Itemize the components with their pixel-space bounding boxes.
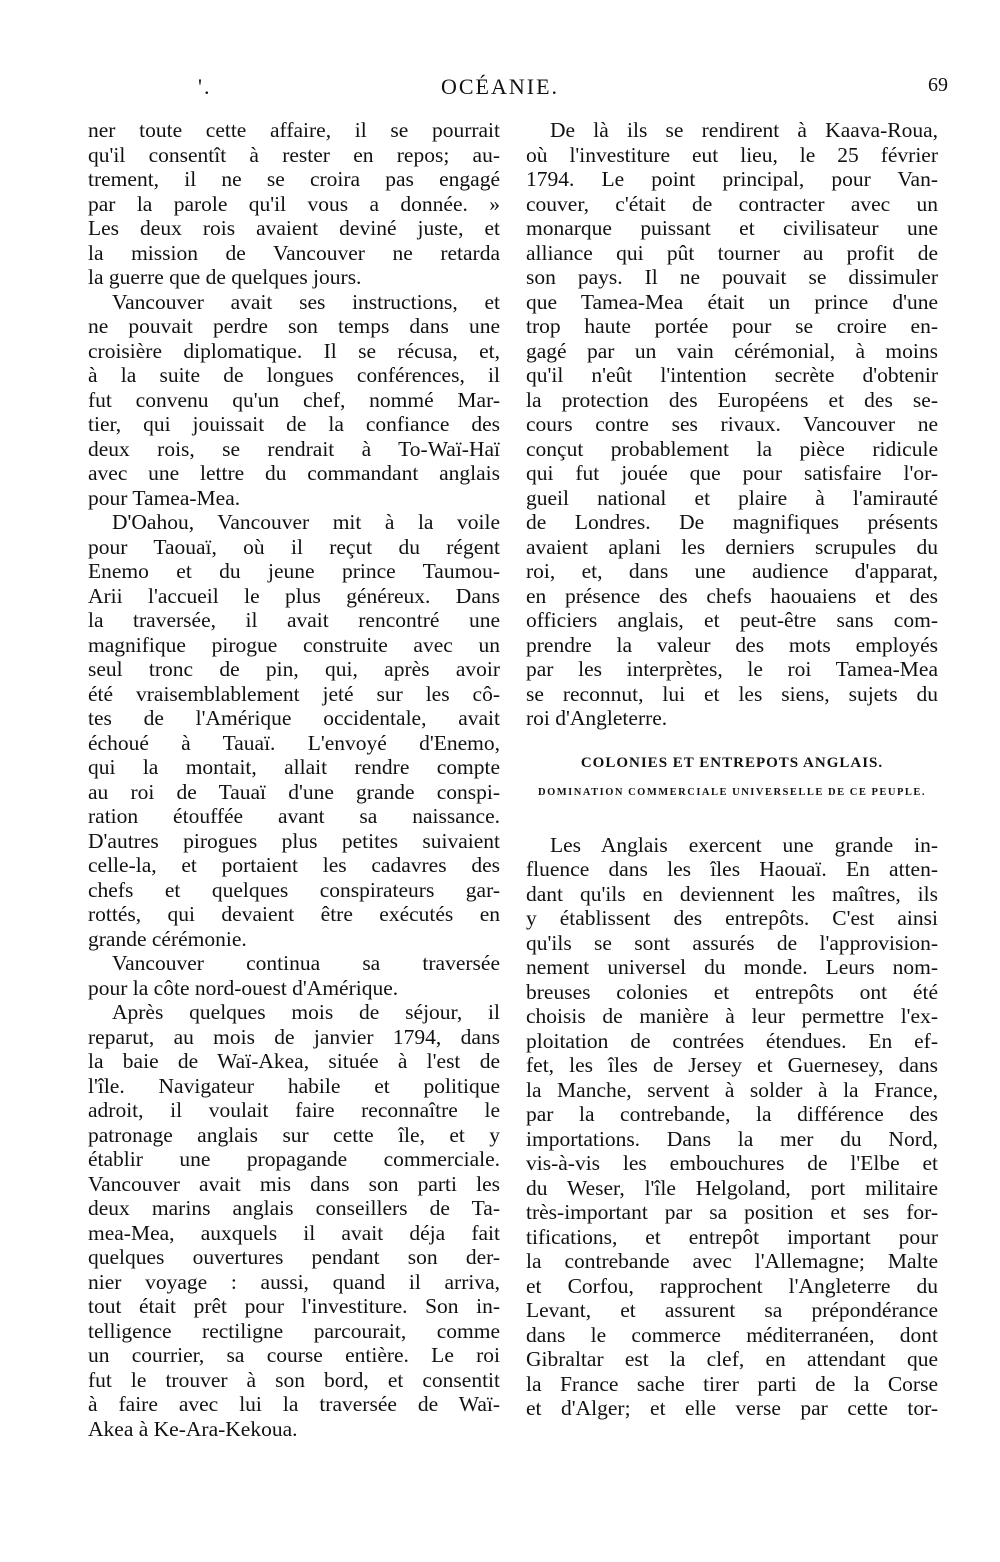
text-line: trement, il ne se croira pas engagé bbox=[88, 167, 500, 191]
text-line: l'île. Navigateur habile et politique bbox=[88, 1073, 500, 1098]
text-line: D'autres pirogues plus petites suivaient bbox=[88, 828, 500, 853]
text-line: la protection des Européens et des se- bbox=[526, 387, 938, 412]
text-line: qu'il n'eût l'intention secrète d'obtenir bbox=[526, 363, 938, 387]
text-line: Les deux rois avaient deviné juste, et bbox=[88, 216, 500, 240]
text-line: avaient aplani les derniers scrupules du bbox=[526, 534, 938, 559]
right-column-before bbox=[526, 118, 938, 731]
text-line: adroit, il voulait faire reconnaître le bbox=[88, 1098, 500, 1122]
text-line: qui fut jouée que pour satisfaire l'or- bbox=[526, 461, 938, 485]
text-line: fut le trouver à son bord, et consentit bbox=[88, 1367, 500, 1392]
text-line: la guerre que de quelques jours. bbox=[88, 265, 362, 289]
text-line: rottés, qui devaient être exécutés en bbox=[88, 902, 500, 926]
text-line: dant qu'ils en deviennent les maîtres, ils bbox=[526, 881, 938, 906]
text-line: tier, qui jouissait de la confiance des bbox=[88, 412, 500, 436]
text-line: mea-Mea, auxquels il avait déja fait bbox=[88, 1220, 500, 1245]
text-line: chefs et quelques conspirateurs gar- bbox=[88, 877, 500, 902]
paragraph bbox=[526, 118, 938, 731]
text-line: par les interprètes, le roi Tamea-Mea bbox=[526, 657, 938, 681]
text-line: fluence dans les îles Haouaï. En atten- bbox=[526, 857, 938, 881]
text-line: pour la côte nord-ouest d'Amérique. bbox=[88, 975, 399, 1000]
text-line: importations. Dans la mer du Nord, bbox=[526, 1126, 938, 1151]
text-line: par la parole qu'il vous a donnée. » bbox=[88, 191, 500, 216]
text-line: seul tronc de pin, qui, après avoir bbox=[88, 657, 500, 681]
text-line: roi, et, dans une audience d'apparat, bbox=[526, 559, 938, 583]
text-line: quelques ouvertures pendant son der- bbox=[88, 1245, 500, 1269]
text-line: que Tamea-Mea était un prince d'une bbox=[526, 289, 938, 314]
text-line: Akea à Ke-Ara-Kekoua. bbox=[88, 1416, 298, 1441]
text-line: un courrier, sa course entière. Le roi bbox=[88, 1343, 500, 1367]
text-line: croisière diplomatique. Il se récusa, et, bbox=[88, 338, 500, 363]
paragraph bbox=[526, 833, 938, 1421]
text-line: avec une lettre du commandant anglais bbox=[88, 461, 500, 485]
text-line: ploitation de contrées étendues. En ef- bbox=[526, 1028, 938, 1053]
text-line: tifications, et entrepôt important pour bbox=[526, 1224, 938, 1249]
text-line: dans le commerce méditerranéen, dont bbox=[526, 1322, 938, 1347]
text-line: été vraisemblablement jeté sur les cô- bbox=[88, 681, 500, 706]
text-line: vis-à-vis les embouchures de l'Elbe et bbox=[526, 1151, 938, 1175]
text-line: la baie de Waï-Akea, située à l'est de bbox=[88, 1049, 500, 1073]
text-line: cours contre ses rivaux. Vancouver ne bbox=[526, 412, 938, 436]
text-line: la contrebande avec l'Allemagne; Malte bbox=[526, 1249, 938, 1273]
text-line: et d'Alger; et elle verse par cette tor- bbox=[526, 1396, 938, 1420]
text-line: roi d'Angleterre. bbox=[526, 706, 668, 730]
text-line: Arii l'accueil le plus généreux. Dans bbox=[88, 583, 500, 608]
text-line: gagé par un vain cérémonial, à moins bbox=[526, 338, 938, 363]
text-line: fut convenu qu'un chef, nommé Mar- bbox=[88, 387, 500, 412]
paragraph bbox=[88, 118, 500, 290]
section-heading: COLONIES ET ENTREPOTS ANGLAIS. bbox=[580, 754, 884, 771]
paragraph bbox=[88, 951, 500, 1000]
text-line: Vancouver avait mis dans son parti les bbox=[88, 1171, 500, 1196]
text-line: ration étouffée avant sa naissance. bbox=[88, 804, 500, 828]
text-line: qu'ils se sont assurés de l'approvision- bbox=[526, 930, 938, 955]
text-line: Après quelques mois de séjour, il bbox=[112, 1000, 500, 1024]
text-line: son pays. Il ne pouvait se dissimuler bbox=[526, 265, 938, 289]
left-column bbox=[88, 118, 500, 1441]
text-line: officiers anglais, et peut-être sans com- bbox=[526, 608, 938, 632]
text-line: prendre la valeur des mots employés bbox=[526, 632, 938, 657]
text-line: 1794. Le point principal, pour Van- bbox=[526, 167, 938, 191]
text-line: échoué à Tauaï. L'envoyé d'Enemo, bbox=[88, 730, 500, 755]
text-line: couver, c'était de contracter avec un bbox=[526, 191, 938, 216]
text-line: trop haute portée pour se croire en- bbox=[526, 314, 938, 338]
text-line: et Corfou, rapprochent l'Angleterre du bbox=[526, 1273, 938, 1298]
text-line: qui la montait, allait rendre compte bbox=[88, 755, 500, 779]
text-line: choisis de manière à leur permettre l'ex- bbox=[526, 1004, 938, 1028]
text-line: Levant, et assurent sa prépondérance bbox=[526, 1298, 938, 1322]
text-line: fet, les îles de Jersey et Guernesey, dans bbox=[526, 1053, 938, 1077]
text-line: Les Anglais exercent une grande in- bbox=[550, 832, 938, 857]
page-number: 69 bbox=[928, 74, 948, 96]
text-line: deux marins anglais conseillers de Ta- bbox=[88, 1196, 500, 1220]
text-line: telligence rectiligne parcourait, comme bbox=[88, 1318, 500, 1343]
text-line: pour Taouaï, où il reçut du régent bbox=[88, 534, 500, 559]
text-line: à faire avec lui la traversée de Waï- bbox=[88, 1392, 500, 1416]
text-line: Vancouver continua sa traversée bbox=[112, 951, 500, 975]
text-line: patronage anglais sur cette île, et y bbox=[88, 1122, 500, 1147]
text-line: la Manche, servent à solder à la France, bbox=[526, 1077, 938, 1102]
text-line: Vancouver avait ses instructions, et bbox=[112, 289, 500, 314]
text-line: pour Tamea-Mea. bbox=[88, 485, 241, 510]
text-line: en présence des chefs haouaiens et des bbox=[526, 583, 938, 608]
text-line: ne pouvait perdre son temps dans une bbox=[88, 314, 500, 338]
text-line: grande cérémonie. bbox=[88, 926, 247, 951]
text-line: la France sache tirer parti de la Corse bbox=[526, 1371, 938, 1396]
text-line: alliance qui pût tourner au profit de bbox=[526, 240, 938, 265]
text-line: ner toute cette affaire, il se pourrait bbox=[88, 118, 500, 142]
text-line: y établissent des entrepôts. C'est ainsi bbox=[526, 906, 938, 930]
paragraph bbox=[88, 290, 500, 511]
text-line: établir une propagande commerciale. bbox=[88, 1147, 500, 1171]
text-line: Gibraltar est la clef, en attendant que bbox=[526, 1347, 938, 1371]
text-line: où l'investiture eut lieu, le 25 février bbox=[526, 142, 938, 167]
text-line: Enemo et du jeune prince Taumou- bbox=[88, 559, 500, 583]
text-line: par la contrebande, la différence des bbox=[526, 1102, 938, 1126]
text-line: tout était prêt pour l'investiture. Son in- bbox=[88, 1294, 500, 1318]
text-line: deux rois, se rendrait à To-Waï-Haï bbox=[88, 436, 500, 461]
paragraph bbox=[88, 1000, 500, 1441]
text-line: magnifique pirogue construite avec un bbox=[88, 632, 500, 657]
text-line: du Weser, l'île Helgoland, port militaire bbox=[526, 1175, 938, 1200]
text-line: gueil national et plaire à l'amirauté bbox=[526, 485, 938, 510]
text-line: très-important par sa position et ses for- bbox=[526, 1200, 938, 1224]
right-column-after bbox=[526, 833, 938, 1421]
text-line: D'Oahou, Vancouver mit à la voile bbox=[112, 510, 500, 534]
paragraph bbox=[88, 510, 500, 951]
text-line: nement universel du monde. Leurs nom- bbox=[526, 955, 938, 979]
text-line: tes de l'Amérique occidentale, avait bbox=[88, 706, 500, 730]
text-line: reparut, au mois de janvier 1794, dans bbox=[88, 1024, 500, 1049]
header-marker: '. bbox=[198, 74, 212, 99]
text-line: breuses colonies et entrepôts ont été bbox=[526, 979, 938, 1004]
text-line: la traversée, il avait rencontré une bbox=[88, 608, 500, 632]
text-line: monarque puissant et civilisateur une bbox=[526, 216, 938, 240]
text-line: se reconnut, lui et les siens, sujets du bbox=[526, 681, 938, 706]
text-line: De là ils se rendirent à Kaava-Roua, bbox=[550, 118, 938, 142]
text-line: la mission de Vancouver ne retarda bbox=[88, 240, 500, 265]
running-title: OCÉANIE. bbox=[440, 74, 560, 99]
text-line: à la suite de longues conférences, il bbox=[88, 363, 500, 387]
text-line: au roi de Tauaï d'une grande conspi- bbox=[88, 779, 500, 804]
text-line: conçut probablement la pièce ridicule bbox=[526, 436, 938, 461]
section-subheading: DOMINATION COMMERCIALE UNIVERSELLE DE CE PEUPLE. bbox=[537, 786, 926, 798]
right-column bbox=[526, 118, 938, 1421]
text-line: de Londres. De magnifiques présents bbox=[526, 510, 938, 534]
text-line: nier voyage : aussi, quand il arriva, bbox=[88, 1269, 500, 1294]
text-line: celle-la, et portaient les cadavres des bbox=[88, 853, 500, 877]
text-line: qu'il consentît à rester en repos; au- bbox=[88, 142, 500, 167]
